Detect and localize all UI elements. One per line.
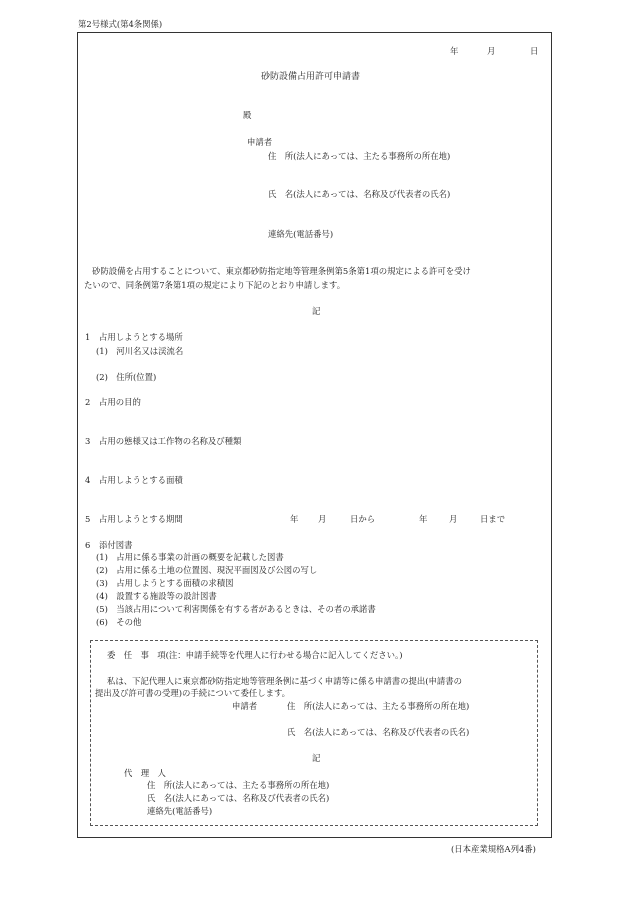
period-to-day: 日まで [480,514,506,524]
item-1-no: 1 [85,332,91,342]
delegation-applicant-address: 住 所(法人にあっては、主たる事務所の所在地) [287,701,470,711]
agent-address: 住 所(法人にあっては、主たる事務所の所在地) [147,780,330,790]
attachment-item: (5) 当該占用について利害関係を有する者があるときは、その者の承諾書 [96,604,376,614]
period-from-day: 日から [350,514,376,524]
attachment-item: (1) 占用に係る事業の計画の概要を記載した図書 [96,552,284,562]
delegation-text-line1: 私は、下記代理人に東京都砂防指定地等管理条例に基づく申請等に係る申請書の提出(申請書の [107,676,463,686]
item-6-label: 添付図書 [99,540,133,550]
ki-label: 記 [312,306,321,316]
delegation-text-line2: 提出及び許可書の受理)の手続について委任します。 [95,688,291,698]
item-3-label: 占用の態様又は工作物の名称及び種類 [99,436,242,446]
period-to-month: 月 [449,514,458,524]
period-to-year: 年 [419,514,428,524]
agent-contact: 連絡先(電話番号) [147,806,213,816]
item-4-label: 占用しようとする面積 [99,475,183,485]
delegation-applicant-name: 氏 名(法人にあっては、名称及び代表者の氏名) [287,727,470,737]
applicant-address: 住 所(法人にあっては、主たる事務所の所在地) [268,151,451,161]
date-month: 月 [487,46,496,56]
item-5-no: 5 [85,514,91,524]
applicant-heading: 申請者 [247,137,273,147]
item-4-no: 4 [85,475,91,485]
delegation-ki: 記 [312,753,321,763]
attachment-item: (4) 設置する施設等の設計図書 [96,591,217,601]
item-6-no: 6 [85,540,91,550]
footer-note: (日本産業規格A列4番) [451,844,536,854]
attachment-item: (3) 占用しようとする面積の求積図 [96,578,234,588]
item-2-no: 2 [85,397,91,407]
delegation-applicant-label: 申請者 [232,701,258,711]
date-day: 日 [530,46,539,56]
body-text-line2: たいので、同条例第7条第1項の規定により下記のとおり申請します。 [84,280,346,290]
applicant-contact: 連絡先(電話番号) [268,229,334,239]
body-text-line1: 砂防設備を占用することについて、東京都砂防指定地等管理条例第5条第1項の規定による許可を受け [92,266,471,276]
period-from-month: 月 [318,514,327,524]
item-1-sub1: (1) 河川名又は渓流名 [96,346,184,356]
addressee: 殿 [243,110,252,120]
agent-heading: 代 理 人 [124,768,166,778]
attachment-item: (2) 占用に係る土地の位置図、現況平面図及び公図の写し [96,565,318,575]
item-3-no: 3 [85,436,91,446]
agent-name: 氏 名(法人にあっては、名称及び代表者の氏名) [147,793,330,803]
item-1-label: 占用しようとする場所 [99,332,183,342]
period-from-year: 年 [290,514,299,524]
form-title: 砂防設備占用許可申請書 [261,72,361,82]
item-5-label: 占用しようとする期間 [99,514,183,524]
delegation-heading: 委 任 事 項(注：申請手続等を代理人に行わせる場合に記入してください。) [107,650,403,660]
applicant-name: 氏 名(法人にあっては、名称及び代表者の氏名) [268,189,451,199]
item-1-sub2: (2) 住所(位置) [96,372,157,382]
date-year: 年 [450,46,459,56]
form-label: 第2号様式(第4条関係) [78,19,163,29]
item-2-label: 占用の目的 [99,397,141,407]
attachment-item: (6) その他 [96,617,142,627]
